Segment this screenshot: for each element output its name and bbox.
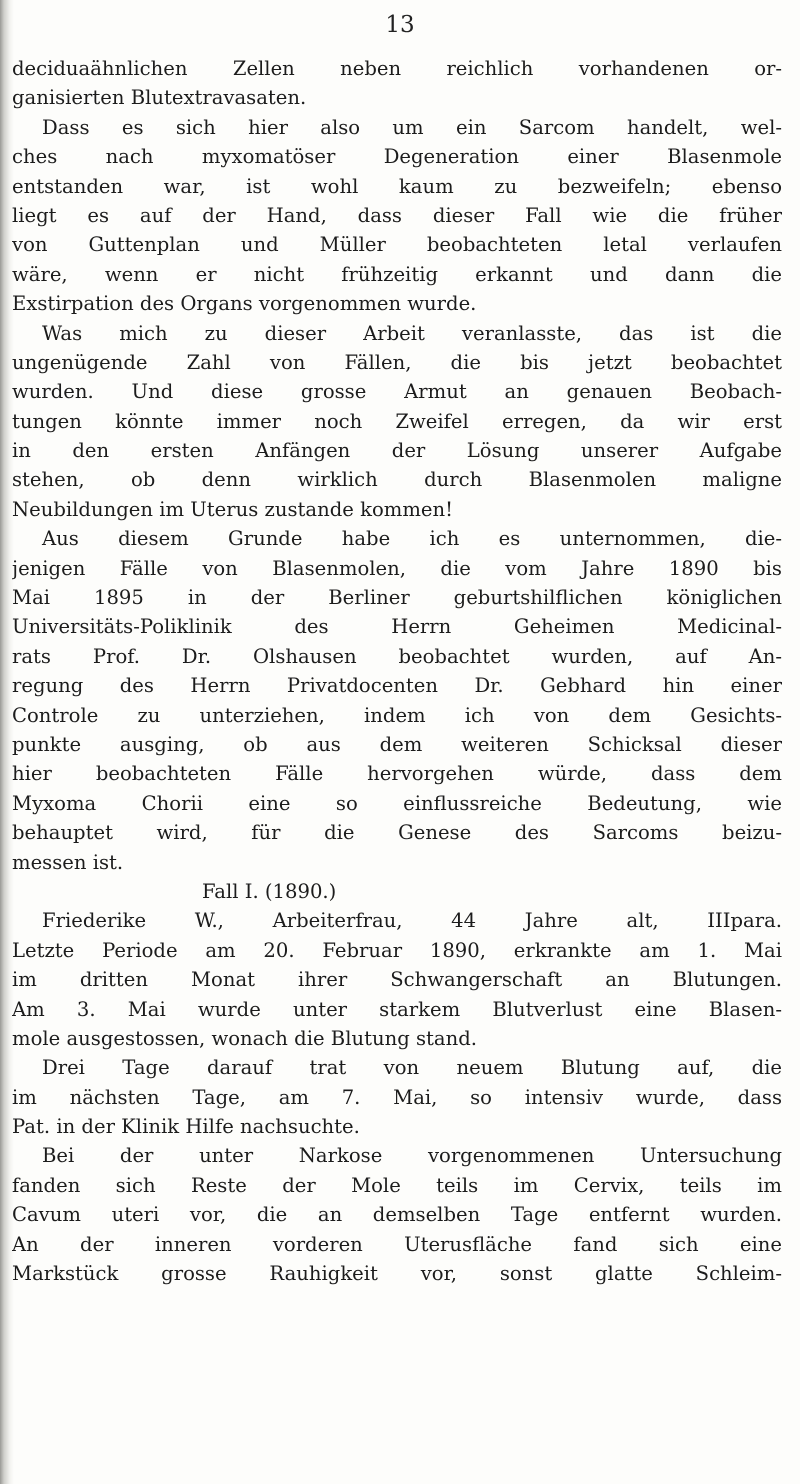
text-line: Drei Tage darauf trat von neuem Blutung auf, die	[42, 1056, 782, 1080]
text-line: rats Prof. Dr. Olshausen beobachtet wurden, auf An-	[12, 644, 782, 668]
text-line: deciduaähnlichen Zellen neben reichlich vorhandenen or-	[12, 57, 782, 80]
text-line: An der inneren vorderen Uterusfläche fand sich eine	[12, 1232, 782, 1256]
text-line: liegt es auf der Hand, dass dieser Fall wie die früher	[12, 203, 782, 227]
text-line: ungenügende Zahl von Fällen, die bis jetzt beobachtet	[12, 350, 782, 374]
text-line: von Guttenplan und Müller beobachteten letal verlaufen	[12, 233, 782, 257]
body-text	[12, 54, 782, 1288]
text-line: entstanden war, ist wohl kaum zu bezweifeln; ebenso	[12, 174, 782, 198]
text-line: regung des Herrn Privatdocenten Dr. Gebhard hin einer	[12, 674, 782, 698]
text-line: im nächsten Tage, am 7. Mai, so intensiv wurde, dass	[12, 1085, 782, 1109]
text-line: Was mich zu dieser Arbeit veranlasste, das ist die	[42, 321, 782, 345]
text-line: Exstirpation des Organs vorgenommen wurde.	[12, 292, 477, 316]
text-line: Neubildungen im Uterus zustande kommen!	[12, 497, 453, 521]
text-line: messen ist.	[12, 850, 124, 874]
text-line: Cavum uteri vor, die an demselben Tage entfernt wurden.	[12, 1203, 782, 1227]
text-line: ches nach myxomatöser Degeneration einer Blasenmole	[12, 145, 782, 169]
text-line: tungen könnte immer noch Zweifel erregen, da wir erst	[12, 409, 782, 433]
text-line: wurden. Und diese grosse Armut an genauen Beobach-	[12, 380, 782, 404]
text-line: jenigen Fälle von Blasenmolen, die vom Jahre 1890 bis	[12, 556, 782, 580]
text-line: Aus diesem Grunde habe ich es unternommen, die-	[42, 527, 782, 551]
text-line: Friederike W., Arbeiterfrau, 44 Jahre alt, IIIpara.	[42, 909, 782, 933]
text-line: punkte ausging, ob aus dem weiteren Schicksal dieser	[12, 732, 782, 756]
text-line: Universitäts-Poliklinik des Herrn Geheimen Medicinal-	[12, 615, 782, 639]
text-line: hier beobachteten Fälle hervorgehen würde, dass dem	[12, 762, 782, 786]
text-line: mole ausgestossen, wonach die Blutung stand.	[12, 1026, 477, 1050]
text-line: Mai 1895 in der Berliner geburtshilflichen königlichen	[12, 586, 782, 610]
text-line: behauptet wird, für die Genese des Sarcoms beizu-	[12, 821, 782, 845]
text-line: in den ersten Anfängen der Lösung unserer Aufgabe	[12, 439, 782, 463]
text-line: Myxoma Chorii eine so einflussreiche Bedeutung, wie	[12, 791, 782, 815]
text-line: Am 3. Mai wurde unter starkem Blutverlust eine Blasen-	[12, 997, 782, 1021]
text-line: Pat. in der Klinik Hilfe nachsuchte.	[12, 1115, 360, 1139]
text-line: Markstück grosse Rauhigkeit vor, sonst glatte Schleim-	[12, 1262, 782, 1286]
text-line: Letzte Periode am 20. Februar 1890, erkrankte am 1. Mai	[12, 938, 782, 962]
page-number: 13	[385, 12, 415, 38]
text-line: im dritten Monat ihrer Schwangerschaft an Blutungen.	[12, 968, 782, 992]
text-line: Dass es sich hier also um ein Sarcom handelt, wel-	[42, 115, 782, 139]
text-line: fanden sich Reste der Mole teils im Cervix, teils im	[12, 1173, 782, 1197]
text-line: Bei der unter Narkose vorgenommenen Untersuchung	[42, 1144, 782, 1168]
text-line: stehen, ob denn wirklich durch Blasenmolen maligne	[12, 468, 782, 492]
section-heading: Fall I. (1890.)	[202, 879, 337, 903]
text-line: Controle zu unterziehen, indem ich von dem Gesichts-	[12, 703, 782, 727]
text-line: ganisierten Blutextravasaten.	[12, 86, 307, 110]
text-line: wäre, wenn er nicht frühzeitig erkannt und dann die	[12, 262, 782, 286]
